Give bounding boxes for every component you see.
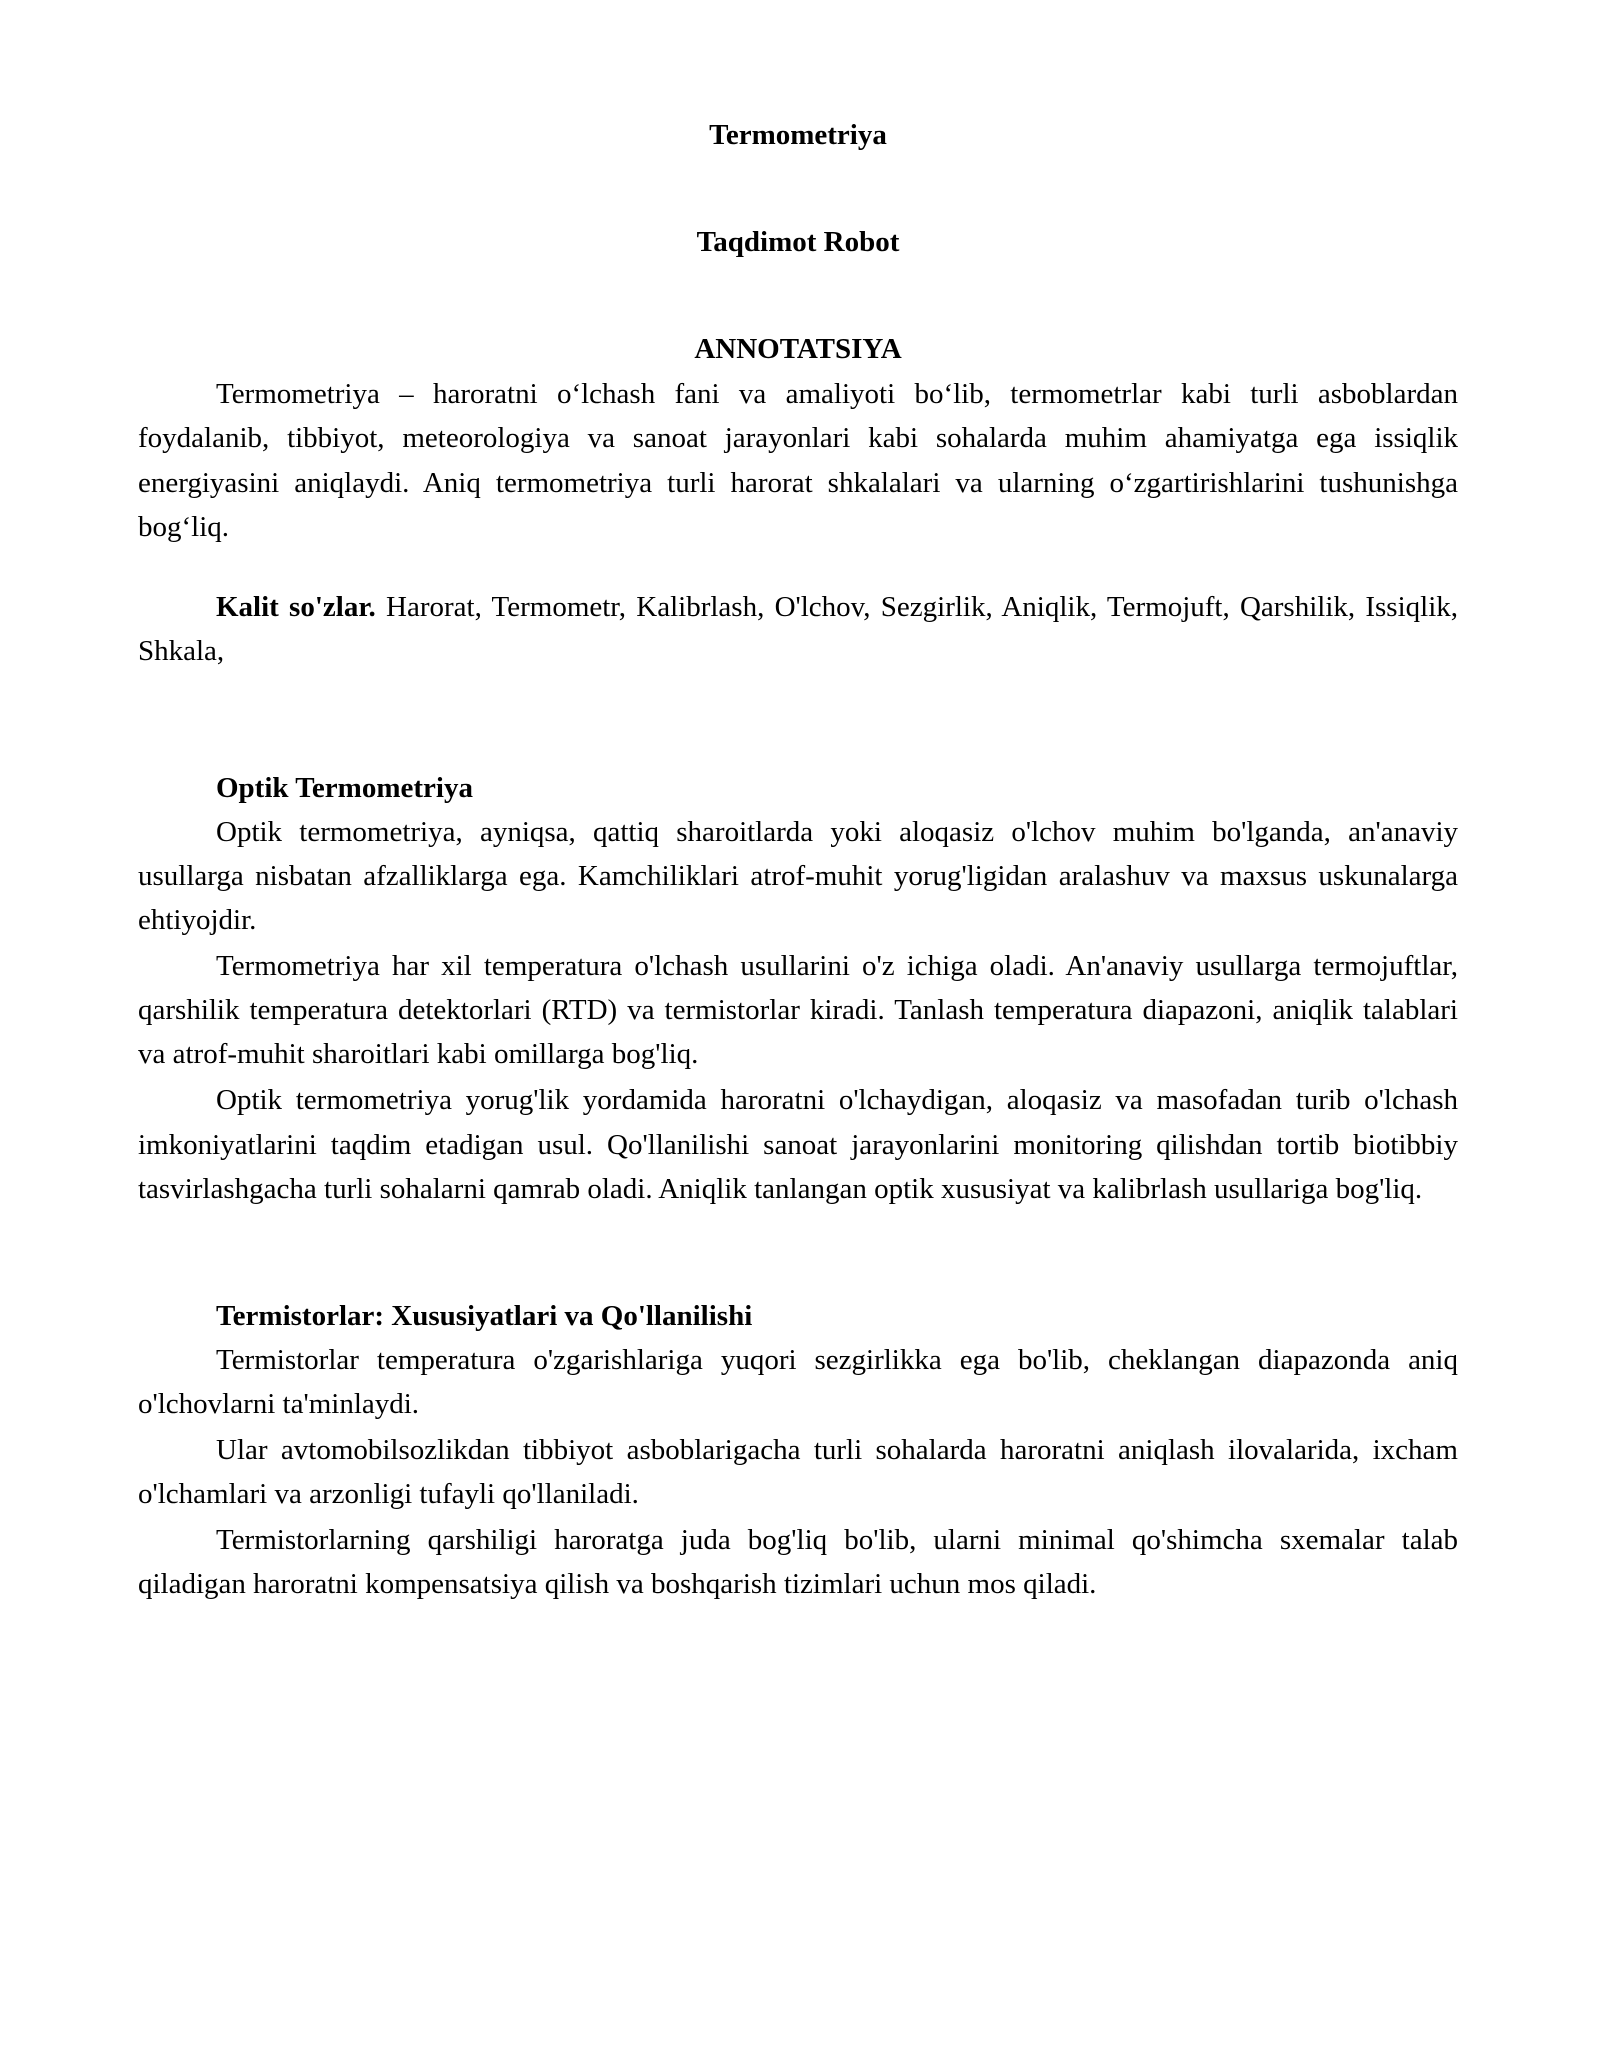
document-subtitle: Taqdimot Robot bbox=[696, 225, 900, 258]
keywords-text: Harorat, Termometr, Kalibrlash, O'lchov, Sezgirlik, Aniqlik, Termojuft, Qarshilik, Issiqlik, Shkala, bbox=[138, 590, 1459, 667]
keywords-label: Kalit so'zlar. bbox=[216, 590, 376, 623]
section-heading-optik-termometriya: Optik Termometriya bbox=[216, 771, 473, 804]
document-title: Termometriya bbox=[709, 119, 887, 151]
abstract-heading: ANNOTATSIYA bbox=[694, 332, 902, 365]
abstract-paragraph: Termometriya – haroratni oʻlchash fani va amaliyoti boʻlib, termometrlar kabi turli asboblardan foydalanib, tibbiyot, meteorologiya va sanoat jarayonlari kabi sohalarda muhim ahamiyatga ega issiqlik energiyasini aniqlaydi. Aniq termometriya turli harorat shkalalari va ularning oʻzgartirishlarini tushunishga bogʻliq. bbox=[138, 378, 1458, 543]
section-optik-termometriya bbox=[138, 769, 1458, 1211]
section-termistorlar-paragraph-1: Termistorlar temperatura o'zgarishlariga yuqori sezgirlikka ega bo'lib, cheklangan diapazonda aniq o'lchovlarni ta'minlaydi. bbox=[138, 1343, 1458, 1420]
section-optik-paragraph-3: Optik termometriya yorug'lik yordamida haroratni o'lchaydigan, aloqasiz va masofadan turib o'lchash imkoniyatlarini taqdim etadigan usul. Qo'llanilishi sanoat jarayonlarini monitoring qilishdan tortib biotibbiy tasvirlashgacha turli sohalarni qamrab oladi. Aniqlik tanlangan optik xususiyat va kalibrlash usullariga bog'liq. bbox=[138, 1084, 1458, 1205]
keywords-text-spacer bbox=[376, 591, 386, 623]
section-termistorlar bbox=[138, 1297, 1458, 1607]
section-heading-termistorlar: Termistorlar: Xususiyatlari va Qo'llanilishi bbox=[216, 1299, 753, 1332]
document-body bbox=[138, 118, 1458, 1606]
section-termistorlar-paragraph-3: Termistorlarning qarshiligi haroratga juda bog'liq bo'lib, ularni minimal qo'shimcha sxemalar talab qiladigan haroratni kompensatsiya qilish va boshqarish tizimlari uchun mos qiladi. bbox=[138, 1524, 1458, 1601]
section-termistorlar-paragraph-2: Ular avtomobilsozlikdan tibbiyot asboblarigacha turli sohalarda haroratni aniqlash ilovalarida, ixcham o'lchamlari va arzonligi tufayli qo'llaniladi. bbox=[138, 1434, 1458, 1511]
keywords-paragraph bbox=[138, 585, 1458, 673]
section-optik-paragraph-2: Termometriya har xil temperatura o'lchash usullarini o'z ichiga oladi. An'anaviy usullarga termojuftlar, qarshilik temperatura detektorlari (RTD) va termistorlar kiradi. Tanlash temperatura diapazoni, aniqlik talablari va atrof-muhit sharoitlari kabi omillarga bog'liq. bbox=[138, 950, 1458, 1071]
section-optik-paragraph-1: Optik termometriya, ayniqsa, qattiq sharoitlarda yoki aloqasiz o'lchov muhim bo'lganda, an'anaviy usullarga nisbatan afzalliklarga ega. Kamchiliklari atrof-muhit yorug'ligidan aralashuv va maxsus uskunalarga ehtiyojdir. bbox=[138, 816, 1458, 937]
